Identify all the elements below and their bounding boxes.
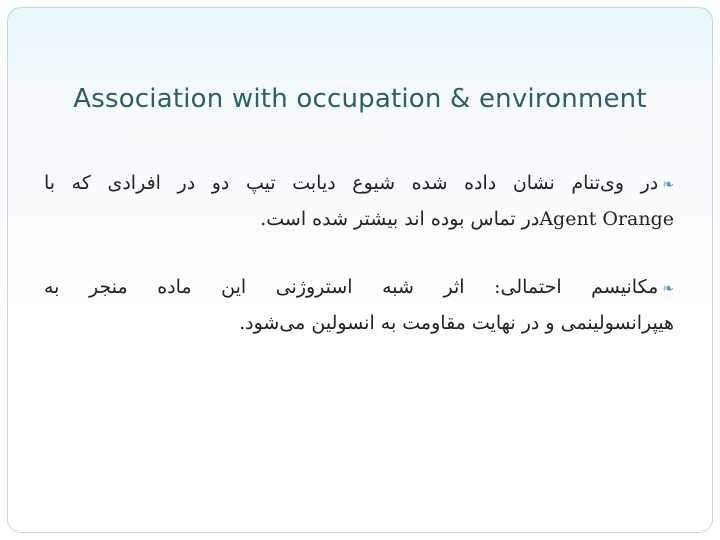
- bullet-line: [44, 270, 674, 306]
- bullet-text: هیپرانسولینمی و در نهایت مقاومت به انسولین می‌شود.: [239, 312, 674, 334]
- bullet-item: [44, 270, 674, 340]
- bullet-line: [44, 306, 674, 340]
- bullet-text: در تماس بوده اند بیشتر شده است.: [260, 208, 540, 230]
- bullet-line: [44, 166, 674, 202]
- bullet-text: مکانیسم احتمالی: اثر شبه استروژنی این ماده منجر به: [44, 276, 659, 298]
- agent-orange-term: Agent Orange: [539, 208, 674, 230]
- leaf-bullet-icon: ❧: [662, 177, 674, 193]
- leaf-bullet-icon: ❧: [662, 281, 674, 297]
- slide-title: Association with occupation & environment: [73, 84, 647, 114]
- bullet-item: [44, 166, 674, 236]
- bullet-line: [44, 202, 674, 236]
- bullet-text: در وی‌تنام نشان داده شده شیوع دیابت تیپ دو در افرادی که با: [44, 172, 659, 194]
